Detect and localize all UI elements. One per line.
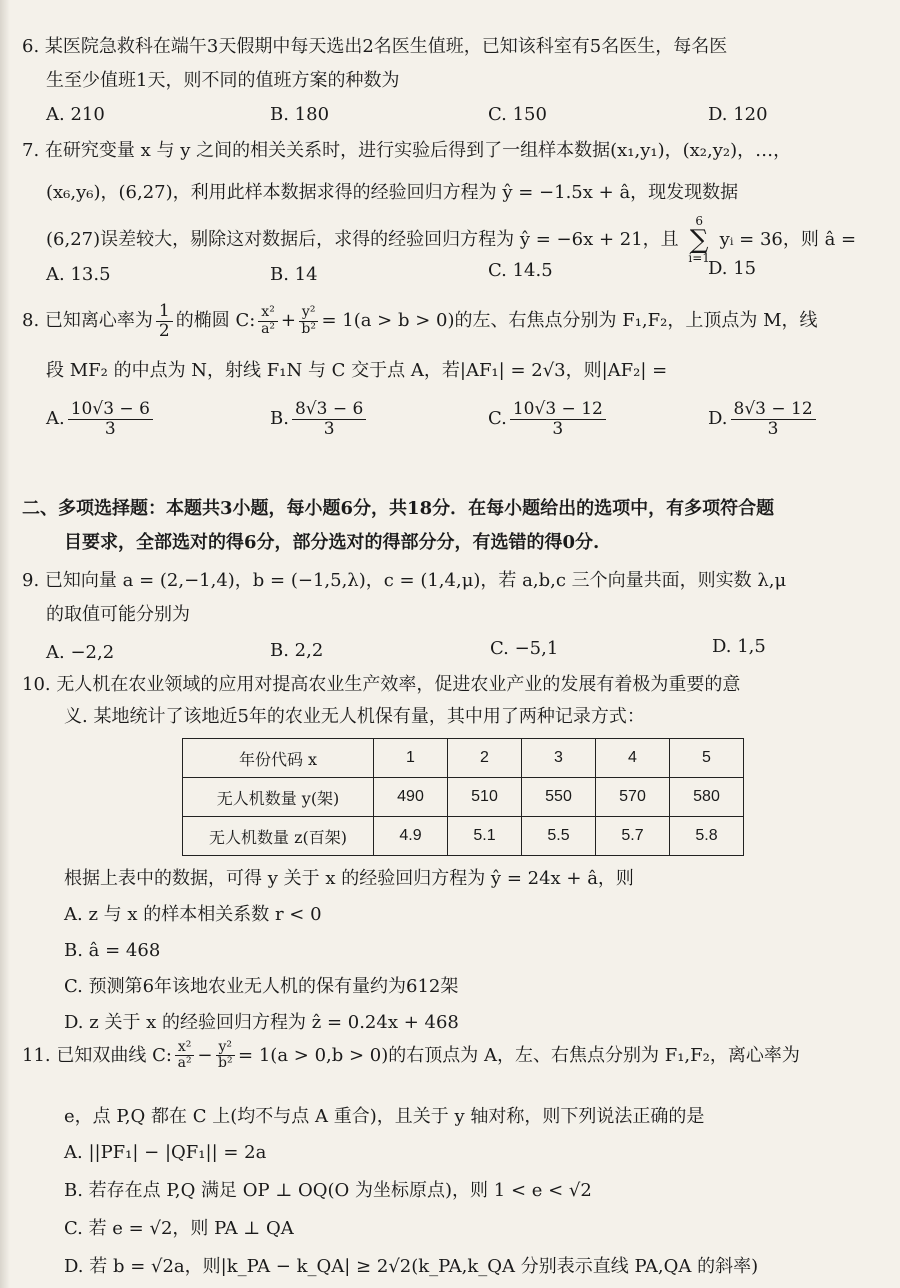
- q11-option-c: C. 若 e = √2，则 PA ⊥ QA: [64, 1218, 294, 1239]
- option-fraction: [510, 400, 606, 438]
- q7-line3-b: yᵢ = 36，则 â =: [719, 228, 857, 250]
- q6-option-d: D. 120: [708, 104, 768, 125]
- option-label: C.: [488, 408, 507, 430]
- section2-line1: 二、多项选择题：本题共3小题，每小题6分，共18分．在每小题给出的选项中，有多项符合题: [22, 498, 775, 519]
- frac-numerator: y²: [299, 305, 319, 321]
- q9-option-b: B. 2,2: [270, 640, 324, 661]
- option-fraction: [292, 400, 366, 438]
- scan-edge-shadow: [0, 0, 10, 1288]
- frac-denominator: b²: [217, 1055, 233, 1072]
- eccentricity-fraction: [156, 302, 173, 340]
- option-label: D.: [708, 408, 728, 430]
- q6-option-b: B. 180: [270, 104, 330, 125]
- summation-symbol: [688, 216, 710, 264]
- option-fraction: [731, 400, 816, 438]
- q7-option-a: A. 13.5: [46, 264, 111, 285]
- q7-line3-a: (6,27)误差较大，剔除这对数据后，求得的经验回归方程为 ŷ = −6x + 21，且: [46, 228, 679, 250]
- q8-line1-b: 的椭圆 C:: [175, 310, 256, 332]
- hyperbola-x-fraction: [175, 1040, 195, 1072]
- frac-numerator: 1: [156, 302, 173, 322]
- q8-line1-c: = 1(a > b > 0)的左、右焦点分别为 F₁,F₂，上顶点为 M，线: [321, 310, 818, 332]
- table-cell: 5.8: [670, 817, 744, 856]
- table-cell: 550: [522, 778, 596, 817]
- table-cell: 5.7: [596, 817, 670, 856]
- frac-numerator: y²: [216, 1040, 236, 1056]
- q6-line2: 生至少值班1天，则不同的值班方案的种数为: [46, 70, 400, 91]
- q7-line1: 7. 在研究变量 x 与 y 之间的相关关系时，进行实验后得到了一组样本数据(x₁,y₁)，(x₂,y₂)，…，: [22, 140, 792, 161]
- table-cell: 580: [670, 778, 744, 817]
- sum-lower: i=1: [688, 250, 710, 265]
- section2-line2: 目要求，全部选对的得6分，部分选对的得部分分，有选错的得0分.: [64, 532, 600, 553]
- table-row: [183, 778, 744, 817]
- q10-line2: 义. 某地统计了该地近5年的农业无人机保有量，其中用了两种记录方式：: [64, 706, 645, 727]
- table-row: [183, 817, 744, 856]
- q10-line1: 10. 无人机在农业领域的应用对提高农业生产效率，促进农业产业的发展有着极为重要的意: [22, 674, 741, 695]
- sum-upper: 6: [695, 214, 703, 228]
- table-cell: 1: [374, 739, 448, 778]
- table-cell: 4: [596, 739, 670, 778]
- q7-option-d: D. 15: [708, 258, 757, 279]
- q6-line1: 6. 某医院急救科在端午3天假期中每天选出2名医生值班，已知该科室有5名医生，每名医: [22, 36, 728, 57]
- option-label: B.: [270, 408, 289, 430]
- frac-numerator: 10√3 − 12: [510, 400, 606, 420]
- q9-line2: 的取值可能分别为: [46, 604, 190, 625]
- frac-denominator: b²: [301, 320, 316, 337]
- q10-option-b: B. â = 468: [64, 940, 161, 961]
- q7-line3: [46, 216, 856, 264]
- frac-denominator: 3: [767, 418, 779, 439]
- table-cell: 570: [596, 778, 670, 817]
- q8-option-d: [708, 400, 819, 438]
- q8-line1-a: 8. 已知离心率为: [22, 310, 153, 332]
- table-cell: 3: [522, 739, 596, 778]
- q11-line1-a: 11. 已知双曲线 C:: [22, 1044, 172, 1066]
- frac-denominator: 2: [158, 320, 170, 341]
- q11-line1: 11. 已知双曲线 C: $\frac{\text{x²}}{\text{a²}}$ − $\frac{\text{y²}}{\text{b²}}$ = 1(a > 0,b > 0)的右顶点为 A，左、右焦点分别为 F₁,F₂，离心率为: [22, 1039, 800, 1072]
- option-label: A.: [46, 408, 65, 430]
- q11-line2: e，点 P,Q 都在 C 上(均不与点 A 重合)，且关于 y 轴对称，则下列说法正确的是: [64, 1106, 705, 1127]
- ellipse-y-fraction: [299, 305, 319, 337]
- table-cell: 5.1: [448, 817, 522, 856]
- table-row-header: 无人机数量 z(百架): [183, 817, 374, 856]
- q11-option-a: A. ||PF₁| − |QF₁|| = 2a: [64, 1142, 267, 1163]
- q8-option-c: [488, 400, 609, 438]
- table-cell: 5: [670, 739, 744, 778]
- q8-line2: 段 MF₂ 的中点为 N，射线 F₁N 与 C 交于点 A，若|AF₁| = 2√3，则|AF₂| =: [46, 360, 668, 381]
- frac-denominator: a²: [261, 320, 276, 337]
- q7-option-c: C. 14.5: [488, 260, 553, 281]
- q11-line1-b: = 1(a > 0,b > 0)的右顶点为 A，左、右焦点分别为 F₁,F₂，离心率为: [238, 1044, 800, 1066]
- q8-line1: 8. 已知离心率为 $\frac{1}{2}$ 的椭圆 C: $\frac{\text{x²}}{\text{a²}}$ + $\frac{\text{y²}}{\text{b²}}$ = 1(a > b > 0)的左、右焦点分别为 F₁,F₂，上顶点为 M，线: [22, 301, 818, 341]
- table-cell: 2: [448, 739, 522, 778]
- q11-option-d: D. 若 b = √2a，则|k_PA − k_QA| ≥ 2√2(k_PA,k_QA 分别表示直线 PA,QA 的斜率): [64, 1256, 759, 1277]
- frac-denominator: 3: [323, 418, 335, 439]
- q7-line2: (x₆,y₆)，(6,27)，利用此样本数据求得的经验回归方程为 ŷ = −1.5x + â，现发现数据: [46, 182, 739, 203]
- table-row-header: 年份代码 x: [183, 739, 374, 778]
- table-cell: 510: [448, 778, 522, 817]
- q7-option-b: B. 14: [270, 264, 318, 285]
- q8-option-a: [46, 400, 156, 438]
- table-cell: 490: [374, 778, 448, 817]
- drone-data-table: [182, 738, 744, 856]
- option-fraction: [68, 400, 153, 438]
- frac-denominator: a²: [177, 1055, 192, 1072]
- frac-numerator: 8√3 − 12: [731, 400, 816, 420]
- q9-option-a: A. −2,2: [46, 642, 115, 663]
- q9-option-c: C. −5,1: [490, 638, 559, 659]
- q10-option-c: C. 预测第6年该地农业无人机的保有量约为612架: [64, 976, 459, 997]
- table-row: [183, 739, 744, 778]
- q8-option-b: [270, 400, 369, 438]
- q10-option-a: A. z 与 x 的样本相关系数 r < 0: [64, 904, 322, 925]
- q10-option-d: D. z 关于 x 的经验回归方程为 ẑ = 0.24x + 468: [64, 1012, 459, 1033]
- table-cell: 4.9: [374, 817, 448, 856]
- frac-numerator: x²: [175, 1040, 195, 1056]
- q6-option-a: A. 210: [46, 104, 105, 125]
- frac-denominator: 3: [552, 418, 564, 439]
- ellipse-x-fraction: [258, 305, 278, 337]
- frac-numerator: 10√3 − 6: [68, 400, 153, 420]
- q11-option-b: B. 若存在点 P,Q 满足 OP ⊥ OQ(O 为坐标原点)，则 1 < e < √2: [64, 1180, 592, 1201]
- frac-numerator: x²: [258, 305, 278, 321]
- frac-numerator: 8√3 − 6: [292, 400, 366, 420]
- q6-option-c: C. 150: [488, 104, 547, 125]
- q9-line1: 9. 已知向量 a = (2,−1,4)，b = (−1,5,λ)，c = (1,4,μ)，若 a,b,c 三个向量共面，则实数 λ,μ: [22, 570, 787, 591]
- table-row-header: 无人机数量 y(架): [183, 778, 374, 817]
- q10-after-table: 根据上表中的数据，可得 y 关于 x 的经验回归方程为 ŷ = 24x + â，则: [64, 868, 634, 889]
- hyperbola-y-fraction: [216, 1040, 236, 1072]
- table-cell: 5.5: [522, 817, 596, 856]
- frac-denominator: 3: [104, 418, 116, 439]
- q9-option-d: D. 1,5: [712, 636, 766, 657]
- sigma-icon: ∑: [689, 224, 709, 255]
